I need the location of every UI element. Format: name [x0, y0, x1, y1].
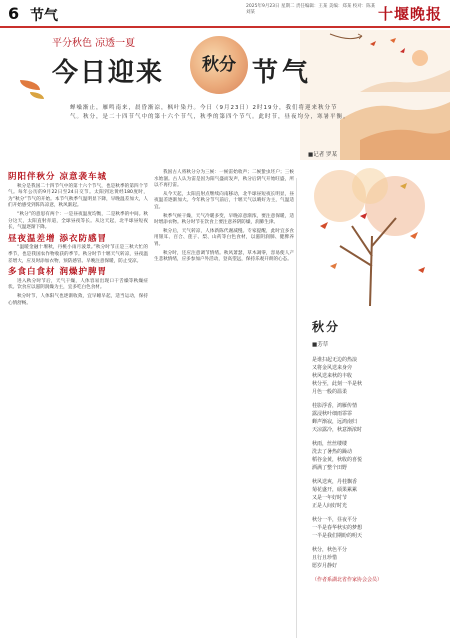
poem-author: ■芳草	[312, 342, 329, 348]
middle-column	[154, 170, 294, 266]
page-header	[0, 0, 450, 28]
column-divider	[296, 178, 297, 638]
poem-line: 秋分一半，昼夜平分	[312, 517, 358, 523]
section-name: 节气	[30, 8, 58, 24]
autumn-tree-illustration	[300, 166, 450, 306]
paragraph: 秋分时节，人体阳气也逐渐收敛，宜早睡早起，适当运动，保持心情舒畅。	[8, 293, 148, 306]
section-title-3: 多食白食材 润燥护脾胃	[8, 267, 107, 278]
banner-headline: 今日迎来	[52, 58, 165, 88]
poem-body	[312, 356, 440, 584]
poem-line: 且行且珍惜	[312, 555, 338, 561]
poem-line: 愿岁月静好	[312, 563, 338, 569]
feature-banner	[0, 30, 450, 166]
paragraph: 秋分时，还应注意调节情绪。秋风萧瑟，草木凋零，容易使人产生悲秋情绪，应多参加户外活动，登高望远，保持乐观开朗的心态。	[154, 250, 294, 263]
header-meta: 2025年9月23日 星期二 责任编辑：王某 美编：郑某 校对：陈某 刘某	[246, 4, 376, 15]
poem-line: 露浸秋叶细雨霏霏	[312, 411, 353, 417]
poem-line: 是谁扫起无边的热浪	[312, 357, 358, 363]
reporter-byline: ■记者 罗某	[308, 152, 337, 158]
poem-author-note: （作者系湖北省作家协会会员）	[312, 577, 383, 583]
poem-column	[300, 170, 450, 640]
poem-line: 秋分，秋色平分	[312, 547, 348, 553]
paragraph: “温暖金融十堰秋，丹桃小雨月波景。”秋分时节正是三秋大忙的季节，也是我国农作物收获的季节。秋分时节十堰天气转凉，昼夜温差增大，应及时添加衣物，预防感冒。早晚注意保暖，防止受凉。	[8, 245, 148, 264]
leaf-icon	[30, 92, 44, 99]
poem-line: 洗去了暑热的躁动	[312, 449, 353, 455]
paragraph: 秋季气候干燥，天气冷暖多变，早晚凉意渐浓，要注意保暖，适时增添衣物。秋分时节在饮食上要注意养阴防燥，润肺生津。	[154, 213, 294, 226]
poem-line: 秋雨，丝丝缕缕	[312, 441, 348, 447]
section-title-2: 昼夜温差增 添衣防感冒	[8, 233, 107, 244]
left-column	[8, 170, 148, 309]
poem-line: 桂影浮香，鸿雁传情	[312, 403, 358, 409]
page-number: 6	[8, 4, 20, 23]
poem-line: 秋分至，此刻一半是秋	[312, 381, 363, 387]
banner-jieqi: 节气	[252, 58, 313, 88]
section-title-1: 阴阳伴秋分 凉意袭车城	[8, 172, 107, 182]
paragraph: “秋分”的意思有两个：一是昼夜温度均衡，二是秋季的中间。秋分这天，太阳直射赤道，全球昼夜等长。从这天起，北半球昼短夜长，气温逐渐下降。	[8, 211, 148, 231]
poem-line: 秋风送爽，丹桂飘香	[312, 479, 358, 485]
paragraph: 进入秋分时节后，天气干燥，人体容易出现口干舌燥等秋燥症状。饮食应以滋阴润燥为主，宜多吃白色食材。	[8, 278, 148, 291]
banner-circle-text: 秋分	[202, 55, 236, 75]
banner-subtitle: 平分秋色 凉透一夏	[52, 38, 136, 49]
autumn-scene-illustration	[300, 30, 450, 160]
poem-line: 正是人间好时光	[312, 503, 348, 509]
paragraph: 从今天起，太阳直射点继续向南移动，北半球昼短夜长明显，昼夜温差逐渐加大。今年秋分节气前后，十堰天气以晴好为主，气温适宜。	[154, 191, 294, 210]
poem-line: 月色一般的温柔	[312, 389, 348, 395]
article-body	[0, 170, 450, 640]
poem-line: 秋风送来秋的丰收	[312, 373, 353, 379]
feature-intro: 蝉噪渐止，雁鸣南来，晨昏渐凉，枫叶染丹。今日（9月23日）2时19分，我们将迎来秋分节气。秋分，是二十四节气中的第十六个节气，秋季的第四个节气。此时节，昼夜均分，寒暑平衡。	[70, 105, 350, 120]
poem-line: 又是一年好时节	[312, 495, 348, 501]
newspaper-logo: 十堰晚报	[377, 5, 442, 23]
leaf-icon	[20, 80, 40, 90]
poem-line: 一半是春华秋实的梦想	[312, 525, 363, 531]
poem-line: 洒满了整个田野	[312, 465, 348, 471]
poem-line: 蝉声渐寂，远鸿南归	[312, 419, 358, 425]
paragraph: 秋分是我国二十四节气中的第十六个节气，也是秋季的第四个节气。每年公历的9月22日至24日交节。太阳到达黄经180度时，为“秋分”节气的开始。本节气秋季气温明显下降，早晚温差加大，人们开始感受到阵阵凉意，秋风渐起。	[8, 183, 148, 209]
poem-title: 秋分	[312, 320, 341, 334]
paragraph: 秋分后，天气转凉，人体新陈代谢减慢。专家提醒，此时宜多食用银耳、百合、莲子、梨、山药等白色食材，以滋阴润肺、健脾养胃。	[154, 228, 294, 247]
poem-line: 稻谷金黄，秋收的喜悦	[312, 457, 363, 463]
poem-line: 天凉露冷，秋意渐浓时	[312, 427, 363, 433]
poem-line: 菊花盛开，硕果累累	[312, 487, 358, 493]
paragraph: 我国古人将秋分分为三候：一候雷始收声；二候蛰虫坯户；三候水始涸。古人认为雷是因为阳气盛而发声，秋分后阴气开始旺盛，所以不再打雷。	[154, 170, 294, 189]
poem-line: 又将金风送来身旁	[312, 365, 353, 371]
poem-line: 一半是我们期盼的明天	[312, 533, 363, 539]
